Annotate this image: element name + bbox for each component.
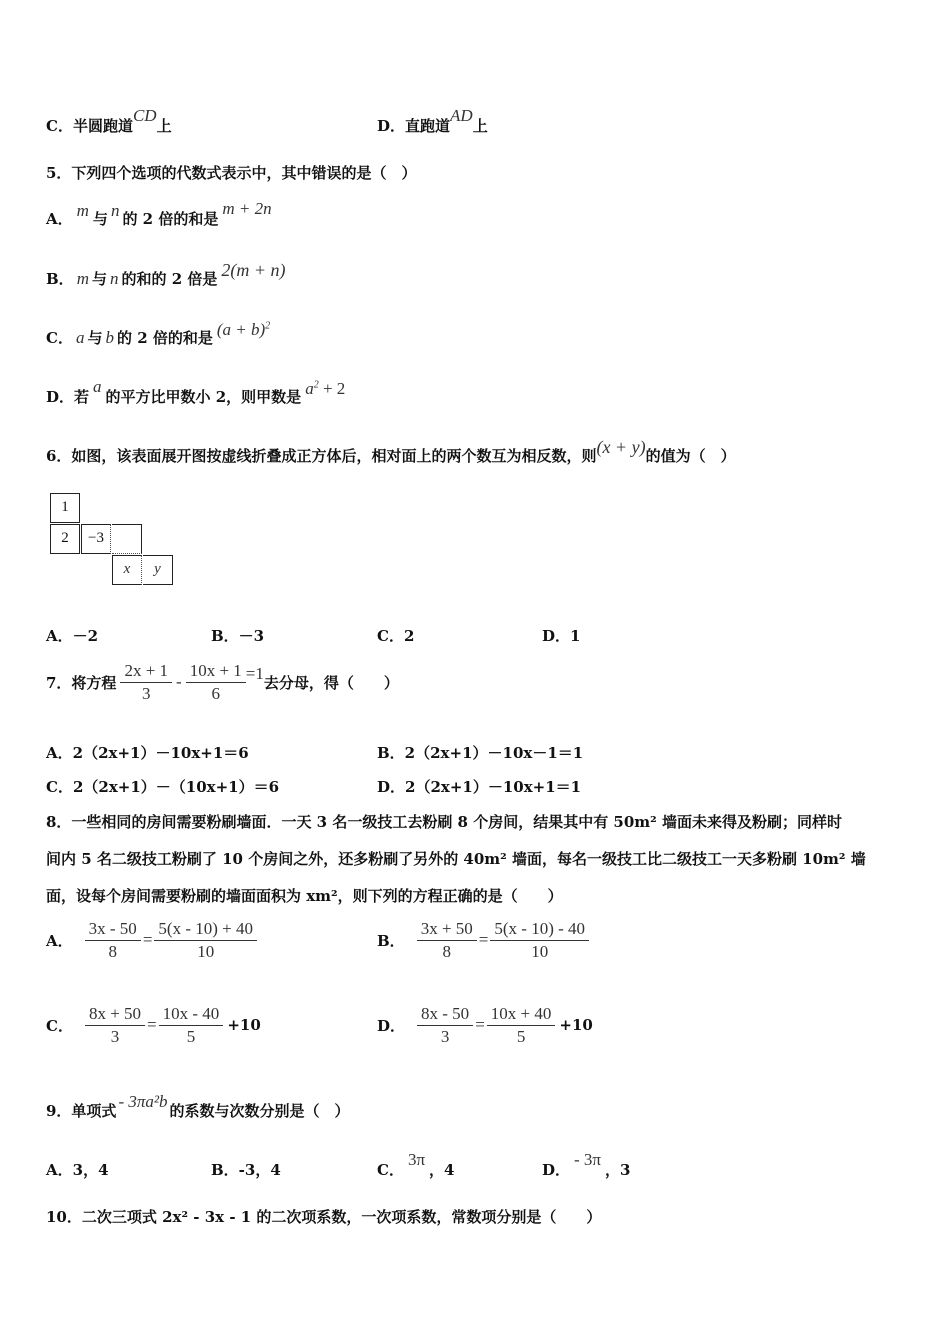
q5-a-label: A．	[46, 210, 73, 228]
q8-d-left-den: 3	[440, 1026, 450, 1046]
q5-option-a	[46, 199, 272, 229]
q8-a-left-num: 3x - 50	[85, 918, 141, 941]
q8-c-left	[85, 1003, 145, 1048]
q9-d-expr: - 3π	[574, 1150, 602, 1169]
q7-f1-den: 3	[141, 683, 151, 703]
q4-option-c	[46, 106, 172, 136]
q5-b-t1: 与	[91, 270, 107, 288]
q8-c-right	[159, 1003, 224, 1048]
q8-c-label: C．	[46, 1016, 73, 1035]
q10-stem: 10．二次三项式 2x² - 3x - 1 的二次项系数，一次项系数，常数项分别是（ ）	[46, 1208, 602, 1226]
net-cell-1: 1	[50, 493, 80, 523]
q5-d-expr-exp: 2	[313, 379, 319, 391]
q8-d-right	[487, 1003, 556, 1048]
q8-b-right	[490, 918, 589, 963]
q8-option-c	[46, 1000, 261, 1050]
q8-a-right-num: 5(x - 10) + 40	[154, 918, 257, 941]
q8-d-right-num: 10x + 40	[487, 1003, 556, 1026]
q7-option-c: C．2（2x+1）－（10x+1）＝6	[46, 778, 280, 796]
q7-f1-num: 2x + 1	[120, 660, 172, 683]
q5-a-n: n	[110, 201, 120, 220]
cube-net-figure	[50, 493, 180, 589]
q6-stem-text: 6．如图，该表面展开图按虚线折叠成正方体后，相对面上的两个数互为相反数，则	[46, 447, 597, 465]
q6-option-d: D．1	[542, 627, 581, 645]
q8-c-right-den: 5	[186, 1026, 196, 1046]
q5-stem: 5．下列四个选项的代数式表示中，其中错误的是（ ）	[46, 164, 417, 182]
q5-c-t2: 的 2 倍的和是	[116, 329, 213, 347]
q8-b-eq: =	[478, 930, 489, 949]
q7-equals-one: =1	[245, 664, 264, 683]
q5-c-a: a	[75, 328, 85, 347]
q6-option-b: B．－3	[211, 627, 265, 645]
net-cell-x: x	[112, 555, 142, 585]
q6-option-a: A．－2	[46, 627, 99, 645]
q5-c-expr-exp: 2	[265, 320, 271, 332]
q9-c-tail: ，4	[429, 1161, 455, 1179]
q8-d-left	[417, 1003, 473, 1048]
q5-c-expr-base: (a + b)	[216, 320, 266, 339]
q8-a-left	[85, 918, 141, 963]
q4-c-tail: 上	[156, 117, 172, 135]
q5-d-expr-tail: + 2	[318, 379, 346, 398]
q8-b-left	[417, 918, 477, 963]
q6-option-c: C．2	[377, 627, 415, 645]
q5-a-expr: m + 2n	[222, 199, 272, 218]
q8-c-tail: +10	[227, 1016, 261, 1034]
q5-a-t1: 与	[92, 210, 108, 228]
q5-c-label: C．	[46, 329, 73, 347]
q8-a-right	[154, 918, 257, 963]
q8-d-right-den: 5	[516, 1026, 526, 1046]
q5-option-c	[46, 320, 271, 348]
q5-d-expr	[305, 379, 345, 398]
q9-stem-tail: 的系数与次数分别是（ ）	[169, 1102, 350, 1120]
q7-stem	[46, 657, 399, 707]
q9-stem-text: 9．单项式	[46, 1102, 117, 1120]
q8-c-left-num: 8x + 50	[85, 1003, 145, 1026]
q5-c-t1: 与	[87, 329, 103, 347]
q6-stem	[46, 437, 736, 466]
net-cell-blank	[112, 524, 142, 554]
q8-option-b	[377, 915, 589, 965]
q7-fraction-1	[120, 660, 172, 705]
q8-b-right-num: 5(x - 10) - 40	[490, 918, 589, 941]
q8-d-tail: +10	[559, 1016, 593, 1034]
net-cell-2: 2	[50, 524, 80, 554]
q7-fraction-2	[186, 660, 246, 705]
q9-option-c	[377, 1150, 455, 1180]
q8-a-left-den: 8	[108, 941, 117, 961]
q5-b-n: n	[109, 269, 119, 288]
q5-c-expr	[217, 320, 270, 339]
q7-f2-num: 10x + 1	[186, 660, 246, 683]
q8-a-right-den: 10	[197, 941, 215, 961]
q9-c-label: C．	[377, 1161, 404, 1179]
q8-d-left-num: 8x - 50	[417, 1003, 473, 1026]
q8-stem-line1: 8．一些相同的房间需要粉刷墙面．一天 3 名一级技工去粉刷 8 个房间，结果其中有 50m² 墙面未来得及粉刷；同样时	[46, 813, 842, 831]
q5-option-d	[46, 377, 346, 407]
q7-f2-den: 6	[211, 683, 220, 703]
q8-b-left-den: 8	[442, 941, 451, 961]
q9-d-tail: ，3	[605, 1161, 631, 1179]
q7-option-a: A．2（2x+1）－10x+1＝6	[46, 744, 249, 762]
q4-c-symbol: CD	[132, 106, 157, 125]
q8-b-label: B．	[377, 931, 405, 950]
q4-option-d	[377, 106, 488, 136]
q9-option-d	[542, 1150, 631, 1180]
q5-a-t2: 的 2 倍的和是	[122, 210, 219, 228]
q6-expr: (x + y)	[596, 437, 646, 457]
q4-d-symbol: AD	[450, 106, 473, 125]
q9-stem	[46, 1092, 350, 1121]
q7-minus: -	[176, 672, 182, 691]
net-cell-neg3: −3	[81, 524, 111, 554]
q4-c-label: C．半圆跑道	[46, 117, 133, 135]
q5-a-m: m	[76, 201, 89, 220]
q8-b-right-den: 10	[531, 941, 549, 961]
q4-d-label: D．直跑道	[377, 117, 451, 135]
q6-stem-tail: 的值为（ ）	[645, 447, 736, 465]
q8-option-d	[377, 1000, 593, 1050]
q8-a-label: A．	[46, 931, 73, 950]
q5-b-m: m	[76, 269, 89, 288]
q4-d-tail: 上	[472, 117, 488, 135]
q9-expr: - 3πa²b	[118, 1092, 168, 1111]
net-cell-y: y	[143, 555, 173, 585]
q8-d-label: D．	[377, 1016, 406, 1035]
q5-c-b: b	[105, 328, 114, 347]
q7-option-b: B．2（2x+1）－10x－1＝1	[377, 744, 584, 762]
q5-b-expr: 2(m + n)	[221, 260, 286, 280]
q5-b-t2: 的和的 2 倍是	[121, 270, 218, 288]
q7-stem-text: 7．将方程	[46, 673, 117, 692]
q9-option-a: A．3，4	[46, 1161, 109, 1179]
q9-c-expr: 3π	[407, 1150, 426, 1169]
q8-stem-line3: 面，设每个房间需要粉刷的墙面面积为 xm²，则下列的方程正确的是（ ）	[46, 887, 563, 905]
q8-option-a	[46, 915, 257, 965]
q5-d-a: a	[93, 377, 102, 396]
q7-stem-tail: 去分母，得（ ）	[263, 673, 399, 692]
q7-option-d: D．2（2x+1）－10x+1＝1	[377, 778, 582, 796]
q8-b-left-num: 3x + 50	[417, 918, 477, 941]
q5-d-label: D．若	[46, 388, 90, 406]
q8-stem-line2: 间内 5 名二级技工粉刷了 10 个房间之外，还多粉刷了另外的 40m² 墙面，每名一级技工比二级技工一天多粉刷 10m² 墙	[46, 850, 866, 868]
q5-d-text: 的平方比甲数小 2，则甲数是	[105, 388, 302, 406]
q9-d-label: D．	[542, 1161, 571, 1179]
q8-c-left-den: 3	[110, 1026, 120, 1046]
q8-d-eq: =	[475, 1015, 485, 1034]
q8-c-right-num: 10x - 40	[159, 1003, 224, 1026]
q9-option-b: B．-3，4	[211, 1161, 281, 1179]
q5-d-expr-a: a	[305, 379, 314, 398]
q5-b-label: B．	[46, 270, 74, 288]
q5-option-b	[46, 260, 286, 289]
q8-a-eq: =	[142, 930, 153, 949]
q8-c-eq: =	[147, 1015, 157, 1034]
